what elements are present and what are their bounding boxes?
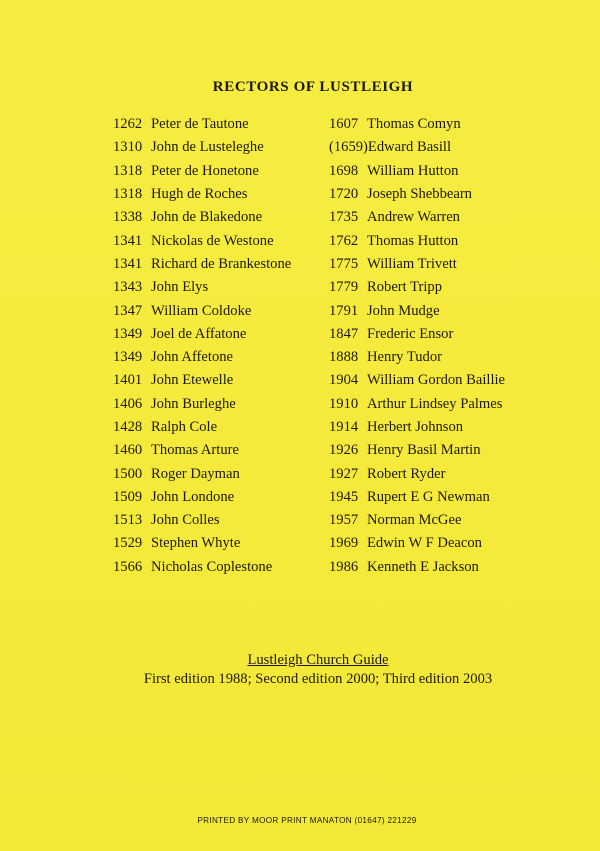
rector-row [329, 439, 505, 462]
printer-credit: PRINTED BY MOOR PRINT MANATON (01647) 221229 [197, 816, 417, 825]
rector-name: Richard de Brankestone [151, 255, 292, 272]
rector-year: 1529 [113, 535, 143, 552]
rector-year: 1986 [329, 558, 359, 575]
rector-year: 1262 [113, 116, 143, 133]
rector-row [329, 183, 505, 206]
rector-row [113, 439, 291, 462]
rector-name: John Londone [151, 488, 235, 505]
rector-row [113, 393, 291, 416]
rector-row [113, 323, 291, 346]
rector-year: 1310 [113, 139, 143, 156]
rector-row [329, 276, 505, 299]
rector-row [113, 276, 291, 299]
rector-name: Roger Dayman [151, 465, 240, 482]
rector-name: Thomas Hutton [367, 232, 459, 249]
rector-row [113, 229, 291, 252]
rector-name: Kenneth E Jackson [367, 558, 479, 575]
rector-name: Stephen Whyte [151, 535, 241, 552]
rector-name: Hugh de Roches [151, 186, 248, 203]
rector-row [113, 509, 291, 532]
rector-year: 1927 [329, 465, 359, 482]
rector-row [329, 136, 505, 159]
rector-name: Rupert E G Newman [367, 488, 490, 505]
rector-row [329, 462, 505, 485]
rector-year: 1428 [113, 419, 143, 435]
rectors-list-right [329, 113, 505, 579]
rector-row [113, 206, 291, 229]
rector-year: 1338 [113, 209, 143, 226]
rector-year: 1460 [113, 442, 143, 459]
rector-row [113, 532, 291, 555]
rector-name: Andrew Warren [367, 209, 460, 226]
rector-row [329, 486, 505, 509]
rector-row [329, 206, 505, 229]
rector-year: 1509 [113, 488, 143, 505]
rector-year: 1926 [329, 442, 359, 459]
rector-name: Joseph Shebbearn [367, 186, 472, 203]
rector-row [113, 299, 291, 322]
rector-row [113, 416, 291, 439]
rector-year: 1779 [329, 279, 359, 296]
rector-year: 1735 [329, 209, 359, 226]
rector-year: 1607 [329, 116, 359, 133]
rector-row [329, 393, 505, 416]
rector-row [329, 346, 505, 369]
rector-year: (1659) [329, 139, 368, 156]
rector-name: Ralph Cole [151, 419, 218, 435]
rector-name: John Etewelle [151, 372, 234, 389]
rector-year: 1969 [329, 535, 359, 552]
rector-row [113, 183, 291, 206]
rector-year: 1500 [113, 465, 143, 482]
rector-name: Henry Tudor [367, 349, 443, 366]
rector-name: John Elys [151, 279, 209, 296]
rector-year: 1791 [329, 302, 359, 319]
rector-year: 1341 [113, 232, 143, 249]
rector-row [113, 113, 291, 136]
rector-year: 1910 [329, 395, 359, 412]
rector-row [329, 113, 505, 136]
rectors-list-left [113, 113, 291, 579]
rector-year: 1349 [113, 349, 143, 366]
rector-year: 1318 [113, 162, 143, 179]
rector-row [113, 462, 291, 485]
rector-name: John Burleghe [151, 395, 236, 412]
rector-year: 1341 [113, 255, 143, 272]
rector-name: Arthur Lindsey Palmes [367, 395, 503, 412]
rector-row [113, 486, 291, 509]
rector-name: Herbert Johnson [367, 419, 464, 435]
rector-name: William Coldoke [151, 302, 252, 319]
rector-row [329, 416, 505, 439]
rector-row [329, 229, 505, 252]
rector-row [329, 299, 505, 322]
rector-row [329, 160, 505, 183]
rector-name: Peter de Tautone [151, 116, 249, 133]
rector-row [113, 253, 291, 276]
rector-name: John de Blakedone [151, 209, 263, 226]
rector-year: 1349 [113, 325, 143, 342]
rector-name: Robert Tripp [367, 279, 443, 296]
rector-year: 1775 [329, 255, 359, 272]
rector-name: Nickolas de Westone [151, 232, 274, 249]
rector-name: Norman McGee [367, 512, 462, 529]
rector-row [329, 532, 505, 555]
rector-year: 1401 [113, 372, 143, 389]
rector-name: Robert Ryder [367, 465, 446, 482]
rector-year: 1957 [329, 512, 359, 529]
guide-editions: First edition 1988; Second edition 2000; Third edition 2003 [143, 671, 493, 687]
rector-name: Thomas Arture [151, 442, 239, 459]
rector-year: 1914 [329, 419, 359, 435]
rector-year: 1888 [329, 349, 359, 366]
rector-year: 1847 [329, 325, 359, 342]
rector-name: John Colles [151, 512, 220, 529]
rector-year: 1343 [113, 279, 143, 296]
rector-name: John Mudge [367, 302, 440, 319]
rector-name: John Affetone [151, 349, 234, 366]
rector-year: 1698 [329, 162, 359, 179]
rector-year: 1762 [329, 232, 359, 249]
rector-name: Edwin W F Deacon [367, 535, 482, 552]
rector-name: Joel de Affatone [151, 325, 247, 342]
page-title: RECTORS OF LUSTLEIGH [212, 79, 414, 95]
rector-name: John de Lusteleghe [151, 139, 264, 156]
rector-year: 1406 [113, 395, 143, 412]
rector-year: 1347 [113, 302, 143, 319]
rector-row [329, 509, 505, 532]
rector-name: Peter de Honetone [151, 162, 259, 179]
rector-year: 1318 [113, 186, 143, 203]
rector-year: 1513 [113, 512, 143, 529]
rector-row [113, 556, 291, 579]
rector-row [329, 556, 505, 579]
rector-name: Edward Basill [367, 139, 452, 156]
rector-row [113, 136, 291, 159]
rector-year: 1566 [113, 558, 143, 575]
rector-row [113, 346, 291, 369]
rector-name: William Hutton [367, 162, 459, 179]
rector-row [113, 160, 291, 183]
rector-name: Frederic Ensor [367, 325, 454, 342]
rector-row [329, 253, 505, 276]
rector-name: Henry Basil Martin [367, 442, 481, 459]
guide-title: Lustleigh Church Guide [247, 652, 389, 668]
rector-year: 1945 [329, 488, 359, 505]
rector-year: 1720 [329, 186, 359, 203]
rector-year: 1904 [329, 372, 359, 389]
rector-name: William Trivett [367, 255, 457, 272]
rector-name: William Gordon Baillie [367, 372, 506, 389]
rector-name: Nicholas Coplestone [151, 558, 273, 575]
rector-row [329, 323, 505, 346]
rector-name: Thomas Comyn [367, 116, 461, 133]
rector-row [329, 369, 505, 392]
rector-row [113, 369, 291, 392]
